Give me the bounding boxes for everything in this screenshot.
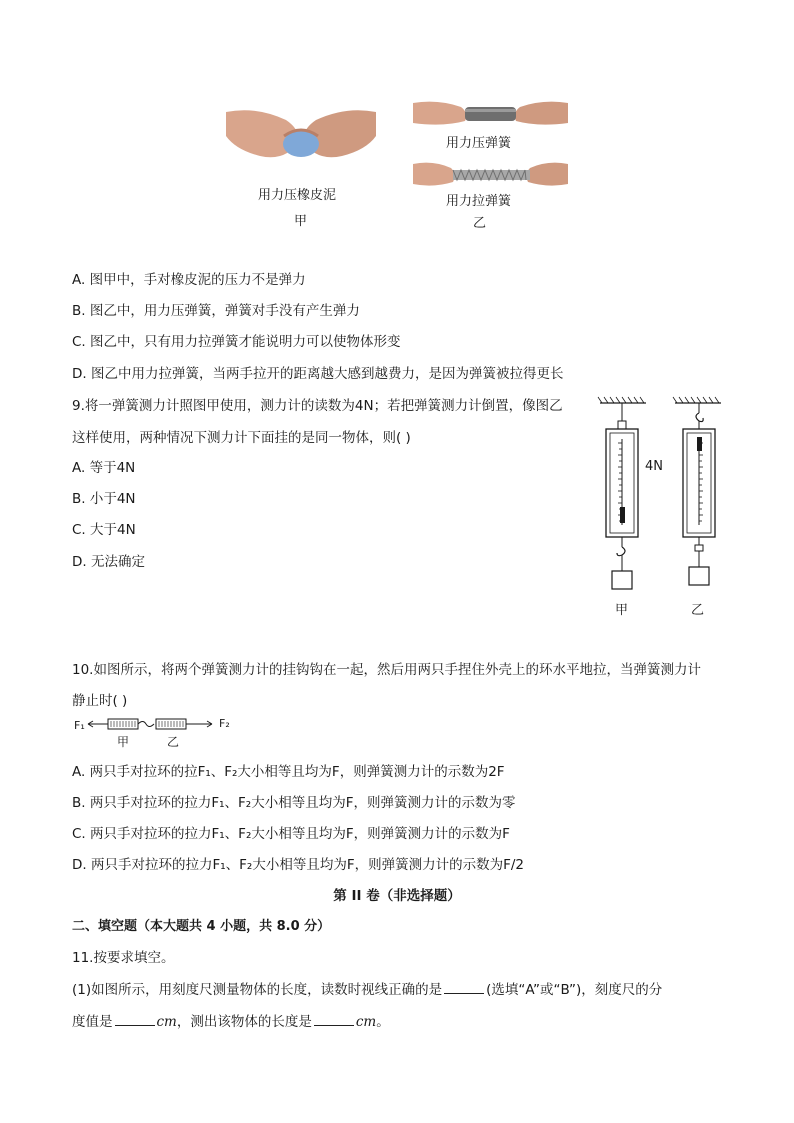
unit-cm-2: cm <box>355 1014 377 1030</box>
q11-sub1-text2: (选填“A”或“B”)，刻度尺的分 <box>486 982 663 998</box>
label-yi: 乙 <box>473 216 487 231</box>
answer-blank-length[interactable] <box>314 1012 354 1026</box>
q9-stem-line1: 9.将一弹簧测力计照图甲使用，测力计的读数为4N；若把弹簧测力计倒置，像图乙 <box>72 398 563 414</box>
q9-option-c: C. 大于4N <box>72 522 136 538</box>
answer-blank-sightline[interactable] <box>444 980 484 994</box>
spring-scale-yi <box>673 395 725 595</box>
q10-fig-jia: 甲 <box>117 735 130 749</box>
q8-option-c: C. 图乙中，只有用力拉弹簧才能说明力可以使物体形变 <box>72 334 401 350</box>
q8-option-a: A. 图甲中，手对橡皮泥的压力不是弹力 <box>72 272 306 288</box>
q11-sub1-text4: ，测出该物体的长度是 <box>176 1014 312 1030</box>
q9-option-b: B. 小于4N <box>72 491 136 507</box>
scale-label-jia: 甲 <box>615 603 629 618</box>
part-title: 二、填空题（本大题共 4 小题，共 8.0 分） <box>72 919 331 934</box>
q11-stem: 11.按要求填空。 <box>72 950 175 966</box>
q9-stem-line2: 这样使用，两种情况下测力计下面挂的是同一物体，则( ) <box>72 430 411 446</box>
volume-title: 第 II 卷（非选择题） <box>333 888 461 904</box>
q11-sub1-text3: 度值是 <box>72 1014 113 1030</box>
q11-sub1-line1 <box>72 978 662 998</box>
q8-option-b: B. 图乙中，用力压弹簧，弹簧对手没有产生弹力 <box>72 303 360 319</box>
q9-option-a: A. 等于4N <box>72 460 136 476</box>
label-jia: 甲 <box>294 214 308 229</box>
two-scales-diagram <box>86 716 216 732</box>
q10-option-c: C. 两只手对拉环的拉力F₁、F₂大小相等且均为F，则弹簧测力计的示数为F <box>72 826 510 842</box>
q8-option-d: D. 图乙中用力拉弹簧，当两手拉开的距离越大感到越费力，是因为弹簧被拉得更长 <box>72 366 564 382</box>
q11-sub1-end: 。 <box>376 1014 390 1030</box>
spring-scale-jia <box>598 395 650 595</box>
q11-sub1-line2 <box>72 1010 390 1030</box>
pull-spring-photo <box>413 160 568 190</box>
answer-blank-division[interactable] <box>115 1012 155 1026</box>
q10-fig-yi: 乙 <box>167 735 180 749</box>
scale-reading-label: 4N <box>645 459 663 474</box>
q10-option-a: A. 两只手对拉环的拉F₁、F₂大小相等且均为F，则弹簧测力计的示数为2F <box>72 764 505 780</box>
caption-pull-spring: 用力拉弹簧 <box>446 194 512 209</box>
q10-stem-line1: 10.如图所示，将两个弹簧测力计的挂钩钩在一起，然后用两只手捏住外壳上的环水平地拉，当弹簧测力计 <box>72 662 701 678</box>
q10-option-d: D. 两只手对拉环的拉力F₁、F₂大小相等且均为F，则弹簧测力计的示数为F/2 <box>72 857 524 873</box>
caption-press-spring: 用力压弹簧 <box>446 136 512 151</box>
unit-cm-1: cm <box>156 1014 177 1030</box>
q9-option-d: D. 无法确定 <box>72 554 145 570</box>
q10-option-b: B. 两只手对拉环的拉力F₁、F₂大小相等且均为F，则弹簧测力计的示数为零 <box>72 795 516 811</box>
q10-stem-line2: 静止时( ) <box>72 693 128 709</box>
press-spring-photo <box>413 99 568 129</box>
squeeze-clay-photo <box>226 106 376 168</box>
q10-fig-f1: F₁ <box>74 719 85 732</box>
caption-squeeze-clay: 用力压橡皮泥 <box>258 188 337 203</box>
q11-sub1-text1: (1)如图所示，用刻度尺测量物体的长度，读数时视线正确的是 <box>72 982 443 998</box>
scale-label-yi: 乙 <box>691 603 705 618</box>
q10-fig-f2: F₂ <box>219 717 230 730</box>
